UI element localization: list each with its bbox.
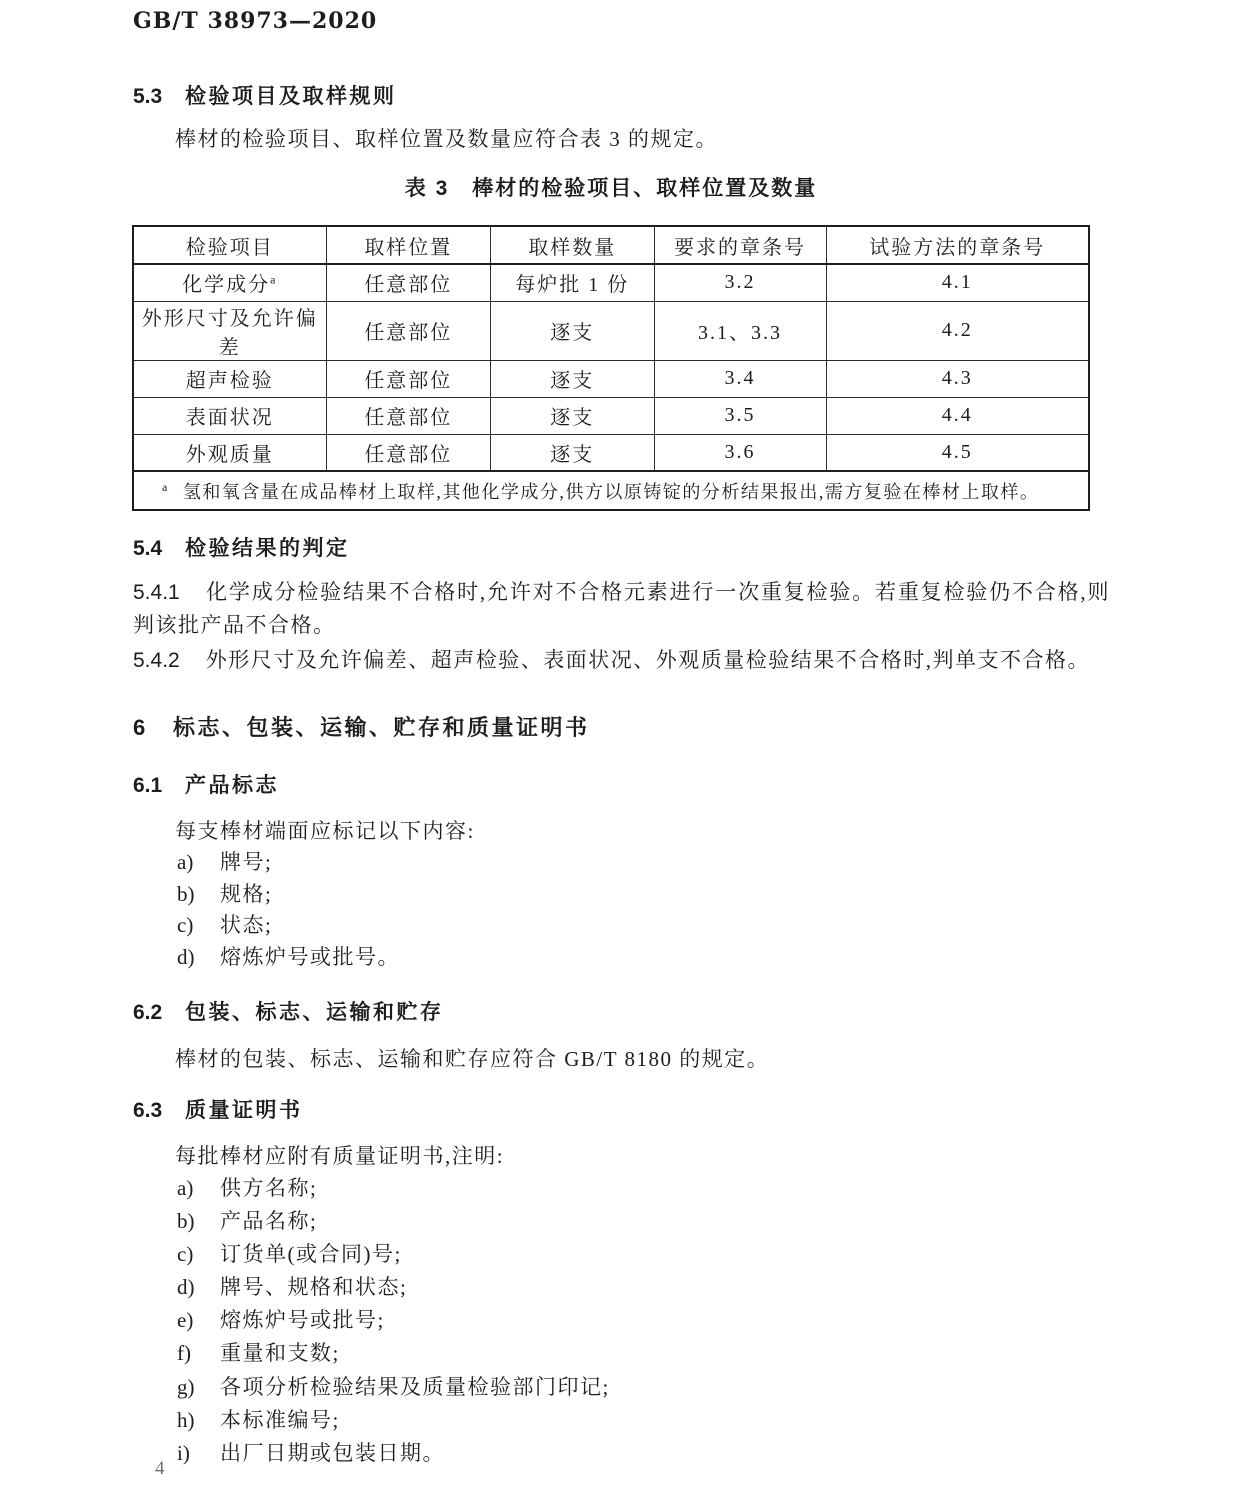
doc-code: GB/T 38973—2020 xyxy=(133,8,378,34)
list-item xyxy=(177,1271,610,1304)
cell-sampling-position: 任意部位 xyxy=(326,264,490,301)
cell-requirement-clause: 3.4 xyxy=(654,360,826,397)
clause-5-4-1 xyxy=(133,576,1110,642)
heading-title: 检验项目及取样规则 xyxy=(185,85,397,108)
list-item-label: d) xyxy=(177,1275,195,1300)
heading-title: 包装、标志、运输和贮存 xyxy=(185,1001,444,1024)
table-row xyxy=(133,360,1089,397)
marking-list xyxy=(177,847,400,974)
heading-title: 产品标志 xyxy=(185,774,279,797)
list-item-text: 牌号; xyxy=(220,850,273,874)
list-item xyxy=(177,1371,610,1404)
cell-requirement-clause: 3.2 xyxy=(654,264,826,301)
list-item-label: c) xyxy=(177,1242,194,1267)
list-item-text: 订货单(或合同)号; xyxy=(220,1242,402,1267)
col-header-quantity: 取样数量 xyxy=(491,226,654,264)
certificate-list xyxy=(177,1172,610,1470)
table-row xyxy=(133,434,1089,471)
page-number: 4 xyxy=(155,1458,165,1479)
cell-test-method-clause: 4.5 xyxy=(826,434,1089,471)
list-item xyxy=(177,1205,610,1238)
paragraph-6-1: 每支棒材端面应标记以下内容: xyxy=(175,819,475,843)
cell-sampling-position: 任意部位 xyxy=(326,360,490,397)
heading-6-2 xyxy=(133,996,444,1026)
list-item-text: 熔炼炉号或批号。 xyxy=(220,945,400,970)
list-item xyxy=(177,879,400,911)
cell-test-method-clause: 4.3 xyxy=(826,360,1089,397)
list-item xyxy=(177,847,400,879)
cell-sampling-quantity: 逐支 xyxy=(491,397,654,434)
heading-6-1 xyxy=(133,769,279,799)
cell-sampling-position: 任意部位 xyxy=(326,301,490,360)
cell-test-method-clause: 4.4 xyxy=(826,397,1089,434)
list-item xyxy=(177,942,400,974)
list-item xyxy=(177,1337,610,1370)
list-item-text: 本标准编号; xyxy=(220,1407,340,1432)
col-header-requirement: 要求的章条号 xyxy=(654,226,826,264)
list-item xyxy=(177,1304,610,1337)
list-item xyxy=(177,1238,610,1271)
cell-inspection-item: 外观质量 xyxy=(133,434,326,471)
clause-5-4-2 xyxy=(133,644,1143,677)
cell-sampling-quantity: 逐支 xyxy=(491,360,654,397)
table-3 xyxy=(132,225,1090,511)
list-item-text: 重量和支数; xyxy=(220,1341,340,1366)
paragraph-6-3: 每批棒材应附有质量证明书,注明: xyxy=(175,1144,505,1168)
list-item-label: b) xyxy=(177,881,195,906)
list-item-label: a) xyxy=(177,850,194,874)
paragraph-6-2: 棒材的包装、标志、运输和贮存应符合 GB/T 8180 的规定。 xyxy=(175,1047,770,1071)
list-item-label: a) xyxy=(177,1176,194,1200)
table-row xyxy=(133,397,1089,434)
cell-sampling-position: 任意部位 xyxy=(326,434,490,471)
list-item-text: 各项分析检验结果及质量检验部门印记; xyxy=(220,1374,610,1399)
heading-number: 6.2 xyxy=(133,1001,163,1024)
cell-test-method-clause: 4.2 xyxy=(826,301,1089,360)
table-header-row xyxy=(133,226,1089,264)
table-row xyxy=(133,264,1089,301)
cell-test-method-clause: 4.1 xyxy=(826,264,1089,301)
list-item-label: b) xyxy=(177,1209,195,1234)
heading-6-3 xyxy=(133,1094,303,1124)
col-header-item: 检验项目 xyxy=(133,226,326,264)
list-item-text: 熔炼炉号或批号; xyxy=(220,1308,385,1333)
cell-sampling-quantity: 逐支 xyxy=(491,301,654,360)
heading-title: 检验结果的判定 xyxy=(185,537,350,560)
list-item-text: 状态; xyxy=(220,913,273,938)
list-item-label: g) xyxy=(177,1374,195,1399)
heading-title: 质量证明书 xyxy=(185,1099,303,1122)
table-body xyxy=(133,264,1089,471)
list-item xyxy=(177,1404,610,1437)
footnote-text: 氢和氧含量在成品棒材上取样,其他化学成分,供方以原铸锭的分析结果报出,需方复验在棒材上取样。 xyxy=(182,481,1040,502)
list-item-label: d) xyxy=(177,945,195,970)
cell-sampling-position: 任意部位 xyxy=(326,397,490,434)
table-caption: 表 3 棒材的检验项目、取样位置及数量 xyxy=(404,177,818,200)
list-item-text: 产品名称; xyxy=(220,1209,318,1234)
heading-6 xyxy=(133,711,590,742)
paragraph-5-3: 棒材的检验项目、取样位置及数量应符合表 3 的规定。 xyxy=(175,127,718,151)
table-footnote-row xyxy=(133,471,1089,510)
heading-5-4 xyxy=(133,532,350,562)
list-item xyxy=(177,1437,610,1470)
heading-number: 6.1 xyxy=(133,774,163,797)
list-item-text: 规格; xyxy=(220,881,273,906)
list-item-text: 出厂日期或包装日期。 xyxy=(220,1440,445,1465)
heading-number: 5.3 xyxy=(133,85,163,108)
cell-sampling-quantity: 逐支 xyxy=(491,434,654,471)
clause-text: 外形尺寸及允许偏差、超声检验、表面状况、外观质量检验结果不合格时,判单支不合格。 xyxy=(205,648,1090,672)
list-item-label: f) xyxy=(177,1341,191,1366)
footnote-marker: a xyxy=(162,479,169,494)
list-item-text: 牌号、规格和状态; xyxy=(220,1275,408,1300)
col-header-position: 取样位置 xyxy=(326,226,490,264)
list-item-text: 供方名称; xyxy=(220,1176,318,1200)
heading-title: 标志、包装、运输、贮存和质量证明书 xyxy=(173,715,590,740)
list-item xyxy=(177,1172,610,1205)
list-item-label: c) xyxy=(177,913,194,938)
heading-5-3 xyxy=(133,80,397,110)
list-item-label: i) xyxy=(177,1440,190,1465)
clause-number: 5.4.2 xyxy=(133,649,180,672)
clause-number: 5.4.1 xyxy=(133,581,180,604)
list-item-label: e) xyxy=(177,1308,194,1333)
list-item xyxy=(177,910,400,942)
cell-requirement-clause: 3.5 xyxy=(654,397,826,434)
cell-inspection-item: 化学成分$^a$ xyxy=(133,264,326,301)
cell-requirement-clause: 3.6 xyxy=(654,434,826,471)
cell-inspection-item: 外形尺寸及允许偏差 xyxy=(133,301,326,360)
col-header-method: 试验方法的章条号 xyxy=(826,226,1089,264)
table-footnote xyxy=(133,471,1089,510)
cell-sampling-quantity: 每炉批 1 份 xyxy=(491,264,654,301)
clause-text: 化学成分检验结果不合格时,允许对不合格元素进行一次重复检验。若重复检验仍不合格,则判该批产品不合格。 xyxy=(133,580,1110,637)
cell-inspection-item: 超声检验 xyxy=(133,360,326,397)
cell-inspection-item: 表面状况 xyxy=(133,397,326,434)
heading-number: 5.4 xyxy=(133,537,163,560)
heading-number: 6.3 xyxy=(133,1099,163,1122)
heading-number: 6 xyxy=(133,715,146,740)
list-item-label: h) xyxy=(177,1407,195,1432)
footnote-marker: a xyxy=(270,272,278,287)
cell-requirement-clause: 3.1、3.3 xyxy=(654,301,826,360)
table-row xyxy=(133,301,1089,360)
